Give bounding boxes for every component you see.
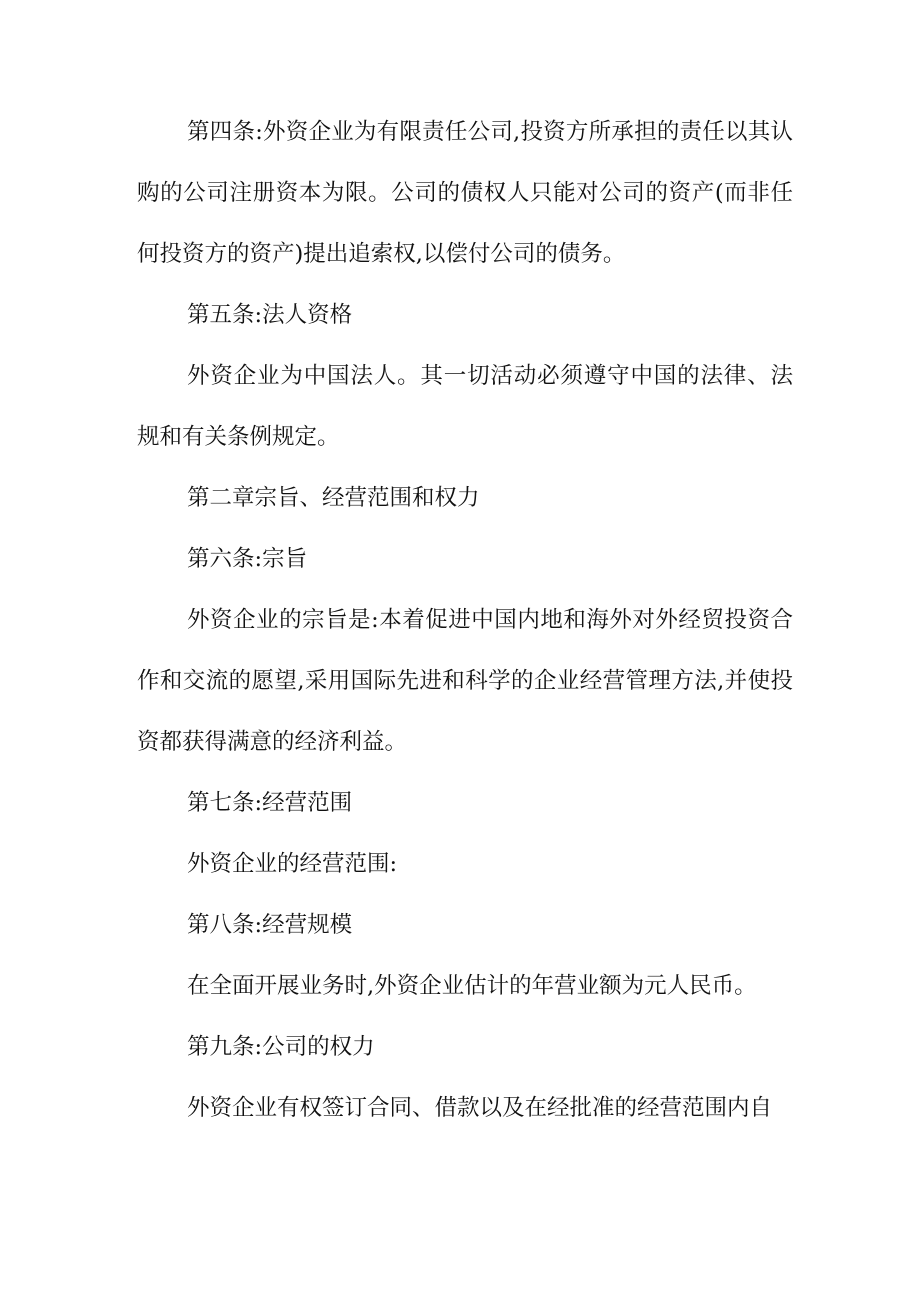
chapter-2-heading: 第二章宗旨、经营范围和权力 bbox=[187, 485, 480, 511]
article-8-heading: 第八条:经营规模 bbox=[187, 912, 353, 938]
article-7-heading: 第七条:经营范围 bbox=[187, 790, 353, 816]
article-5-paragraph: 外资企业为中国法人。其一切活动必须遵守中国的法律、法规和有关条例规定。 bbox=[137, 363, 793, 450]
article-6-heading: 第六条:宗旨 bbox=[187, 546, 308, 572]
article-6-paragraph: 外资企业的宗旨是:本着促进中国内地和海外对外经贸投资合作和交流的愿望,采用国际先进和科学的企业经营管理方法,并使投资都获得满意的经济利益。 bbox=[137, 607, 793, 755]
article-7-paragraph: 外资企业的经营范围: bbox=[187, 851, 398, 877]
article-9-heading: 第九条:公司的权力 bbox=[187, 1034, 375, 1060]
article-5-heading: 第五条:法人资格 bbox=[187, 302, 353, 328]
article-4-paragraph: 第四条:外资企业为有限责任公司,投资方所承担的责任以其认购的公司注册资本为限。公司的债权人只能对公司的资产(而非任何投资方的资产)提出追索权,以偿付公司的债务。 bbox=[137, 119, 793, 267]
article-9-paragraph: 外资企业有权签订合同、借款以及在经批准的经营范围内自 bbox=[187, 1095, 773, 1121]
article-8-paragraph: 在全面开展业务时,外资企业估计的年营业额为元人民币。 bbox=[187, 973, 757, 999]
document-body bbox=[137, 102, 793, 1139]
